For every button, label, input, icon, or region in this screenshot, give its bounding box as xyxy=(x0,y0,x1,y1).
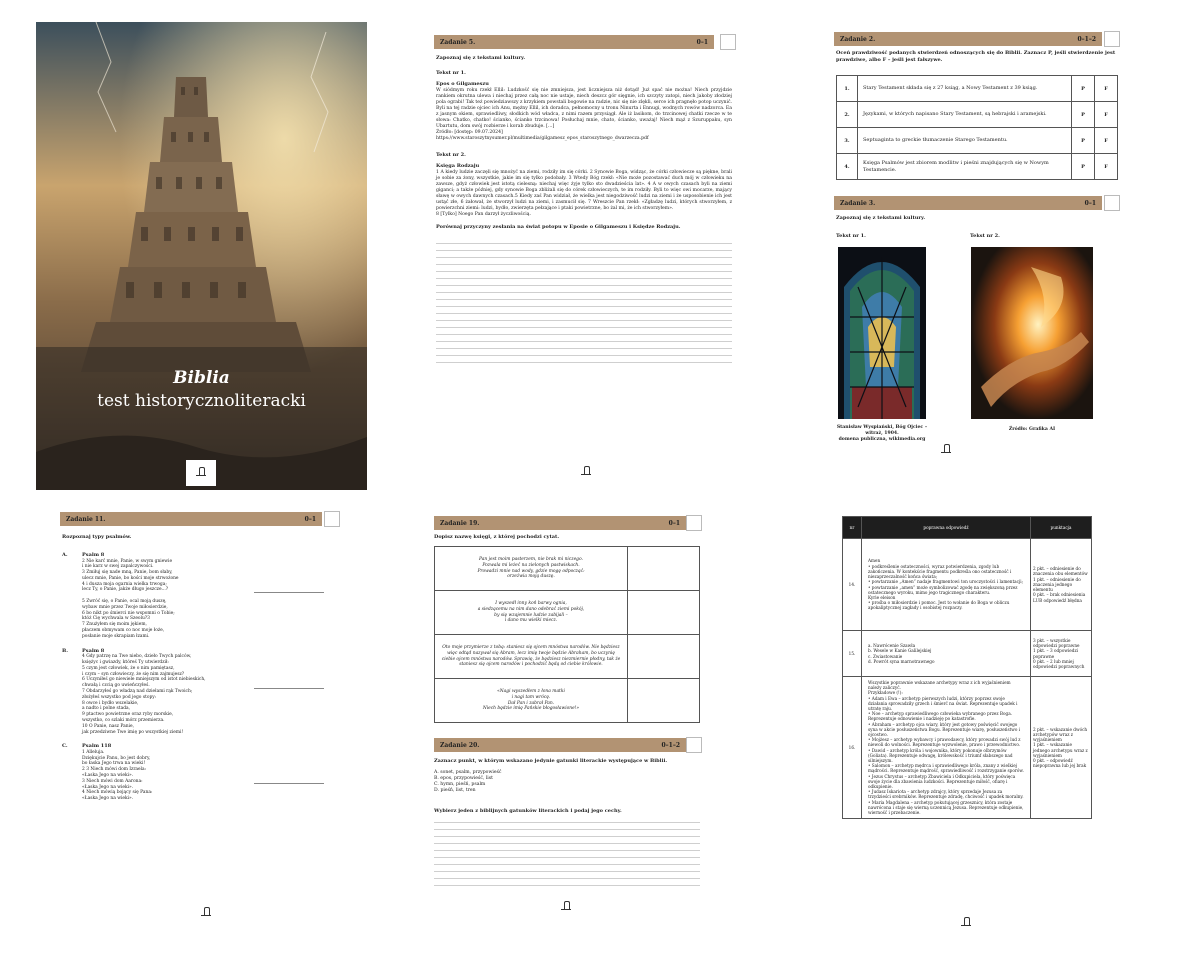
tf-row xyxy=(837,102,1118,128)
answer-line: Przykładowe (!): xyxy=(868,690,903,696)
quote-line: Pan jest moim pasterzem, nie brak mi niczego. xyxy=(479,556,583,562)
tf-option-p[interactable]: P xyxy=(1072,102,1095,128)
quote-cell xyxy=(435,679,628,723)
quote-line: I wyszedł inny koń barwy ognia, xyxy=(495,600,567,606)
psalm-line: «Łaska Jego na wieki». xyxy=(82,796,134,802)
task-title: Zadanie 2. xyxy=(840,35,876,43)
answer-line: Wszystkie poprawnie wskazane archetypy wraz z ich wyjaśnieniem należy zaliczyć. xyxy=(868,680,1011,691)
row-number: 14. xyxy=(843,539,862,631)
psalm-line: bo łaska Jego trwa na wieki! xyxy=(82,761,146,767)
psalm-line: 7 Obdarzyłeś go władzą nad dziełami rąk Twoich; xyxy=(82,688,193,694)
col-points: punktacja xyxy=(1031,517,1092,539)
answer-line: • Adam i Ewa – archetyp pierwszych ludzi, którzy poprzez swoje działania sprowadziły grzech i śmierć na świat. Reprezentuje upadek i utratę raju. xyxy=(868,695,1018,712)
task-title: Zadanie 19. xyxy=(440,519,480,527)
quote-line: i nagi tam wrócę. xyxy=(511,694,551,700)
score-box[interactable] xyxy=(686,515,702,531)
psalm-line: chwałą i czcią go uwieńczyłeś. xyxy=(82,683,150,689)
task-header xyxy=(60,512,322,526)
task-title: Zadanie 20. xyxy=(440,741,480,749)
psalm-line: 6 Uczyniłeś go niewiele mniejszym od istot niebieskich, xyxy=(82,677,206,683)
answer-line: • Abraham – archetyp ojca wiary, który jest gotowy poświęcić swojego syna w akcie posłuszeństwa Bogu. Reprezentuje wiarę, posłuszeństwo i ojcostwo. xyxy=(868,721,1021,738)
psalm-line: lecz Ty, o Panie, jakże długo jeszcze...? xyxy=(82,587,169,593)
task-header xyxy=(434,35,714,49)
answer-option[interactable]: C. hymn, pieśń, psalm xyxy=(434,782,486,787)
score-box[interactable] xyxy=(1104,195,1120,211)
psalm-answer-line[interactable] xyxy=(254,688,324,689)
psalm-letter: A. xyxy=(62,552,68,558)
psalm-title: Psalm 118 xyxy=(82,743,112,750)
quote-cell xyxy=(435,591,628,635)
cover-title-block xyxy=(36,367,367,413)
answer-line: 3 pkt. – wszystkie odpowiedzi poprawne xyxy=(1033,637,1080,649)
answer-option[interactable]: A. sonet, psalm, przypowieść xyxy=(434,770,502,775)
answer-line: 2 pkt. – odniesienie do znaczenia obu elementów xyxy=(1033,566,1088,577)
task-title: Zadanie 5. xyxy=(440,38,476,46)
psalm-line: 3 Niech mówi dom Aarona: xyxy=(82,778,143,784)
tf-statement: Księga Psalmów jest zbiorem modlitw i pieśni znajdujących się w Nowym Testamencie. xyxy=(858,154,1072,180)
text1-body: W siódmym roku rzekł Ellil: Ludzkość się nie zmniejsza, jest liczniejsza niż dotąd! Już spać nie można! Niech przyjdzie rankiem okrutna ulewa i niechaj przez całą noc nie ustaje, niech deszcz gór sięgnie, ich szczyty zatopi, niech jakoby złodziej pola ograbi! Tak też powiedziawszy z krzykiem powstali bogowie na radzie, nic się nie zlękli, serce ich pragnęło potop uczynić. Byli na tej radzie ojciec ich Anu, mężny Ellil, ich doradca, pełnomocny u tronu Ninurta i Ennugi, wodnych rowów nadzorca. Ea z jasnym okiem, sprawiedliwy, słodkich wód władca, z nimi razem przysiągł. Ale iż lasikom, do trzcinowej chatki rzecze w te słowa: Chatko, chatko! ścianko, ścianko trzcinowa! Posłuchaj mnie, chato, ścianko, uważaj! Niech mąż z Szuruppaku, syn Ubartutu, dom swój rozbierze i korab zbuduje. […] xyxy=(436,88,732,129)
task-score: 0–1 xyxy=(1084,199,1096,207)
psalm-line: a nadto i polne stada, xyxy=(82,706,131,712)
psalm-line: złożyłeś wszystko pod jego stopy: xyxy=(82,694,157,700)
answer-lines[interactable] xyxy=(436,237,732,363)
psalm-line: ulecz mnie, Panie, bo kości moje strwożone xyxy=(82,575,179,581)
quote-line: by się wzajemnie ludzie zabijali – xyxy=(494,612,568,618)
answer-cell xyxy=(862,677,1031,819)
answer-line: • powtarzanie „Amen” nadaje fragmentowi ton uroczystości i lamentacji; xyxy=(868,579,1024,585)
psalm-line: i czym – syn człowieczy, że się nim zajmujesz? xyxy=(82,671,185,677)
task-instruction: Rozpoznaj typy psalmów. xyxy=(62,534,132,540)
answer-line: 0 pkt. – odpowiedź niepoprawna lub jej brak xyxy=(1033,758,1087,769)
tf-number: 4. xyxy=(837,154,858,180)
answer-line: • Maria Magdalena – archetyp pokutującej grzesznicy, która zostaje nawrócona i staje się wierną uczennicą Jezusa. Reprezentuje odkupienie, wierność i przebaczenie. xyxy=(868,799,1024,816)
row-number: 16. xyxy=(843,677,862,819)
quote-answer-cell[interactable] xyxy=(628,679,700,723)
cover-logo-box xyxy=(186,460,216,486)
answer-line: 1 pkt. – 3 odpowiedzi poprawne xyxy=(1033,648,1079,659)
quote-line: Niech będzie imię Pańskie błogosławione!» xyxy=(482,706,580,712)
image2-caption: Źródło: Grafika AI xyxy=(1008,427,1056,432)
psalm-line: posłanie moje skrapiam łzami. xyxy=(82,633,150,639)
psalm-line: 1 Alleluja. xyxy=(82,749,105,755)
psalm-text xyxy=(82,552,232,640)
psalm-line: 4 Gdy patrzę na Twe niebo, dzieło Twych palców, xyxy=(82,654,192,660)
quote-answer-cell[interactable] xyxy=(628,635,700,679)
task-score: 0–1 xyxy=(696,38,708,46)
task-header-2 xyxy=(834,196,1102,210)
text1-source: Źródło: [dostęp: 09.07.2024] xyxy=(436,130,503,135)
psalm-item xyxy=(62,743,342,802)
ai-hands-fire-image xyxy=(971,247,1093,419)
quote-line: i dano mu wielki miecz. xyxy=(504,618,558,624)
publisher-logo-icon xyxy=(960,916,972,928)
quote-answer-cell[interactable] xyxy=(628,591,700,635)
page-task-5 xyxy=(430,25,748,485)
answer-line: d. Powrót syna marnotrawnego xyxy=(868,658,935,664)
quote-answer-cell[interactable] xyxy=(628,547,700,591)
task-score: 0–1–2 xyxy=(661,741,680,749)
answer-line: • Dawid – archetyp króla i wojownika, który pokonuje olbrzymów (Goliata). Reprezentuje odwagę, królewskość i triumf słabszego nad silniejszym. xyxy=(868,747,1013,764)
task-score: 0–1 xyxy=(668,519,680,527)
publisher-logo-icon xyxy=(560,900,572,912)
cover-title-line2: test historycznoliteracki xyxy=(97,391,306,411)
psalm-title: Psalm 8 xyxy=(82,647,105,654)
text2-title: Księga Rodzaju xyxy=(436,163,480,169)
psalm-line: jak przedziwne Twe imię po wszystkiej ziemi! xyxy=(82,729,184,735)
answer-line: • Judasz Iskariota – archetyp zdrajcy, który sprzedaje Jezusa za trzydzieści srebrników. Reprezentuje zdradę, chciwość i upadek moralny. xyxy=(868,789,1024,800)
quote-table xyxy=(434,546,700,723)
psalm-line: 6 bo nikt po śmierci nie wspomni o Tobie; xyxy=(82,610,175,616)
quote-line: Oto moje przymierze z tobą: staniesz się ojcem mnóstwa narodów. Nie będziesz więc odtąd nazywał się Abram, lecz imię twoje będzie Abraham, bo uczynię ciebie ojcem mnóstwa narodów. Sprawię, że będziesz niezmiernie płodny, tak że staniesz się ojcem narodów i pochodzić będą od ciebie królowie. xyxy=(441,644,621,668)
task-instruction: Dopisz nazwę księgi, z której pochodzi cytat. xyxy=(434,534,560,540)
tf-row xyxy=(837,128,1118,154)
cover-page xyxy=(36,22,367,490)
psalm-line: 5 Zwróć się, o Panie, ocal moją duszę, xyxy=(82,599,167,605)
text2-body: 1 A kiedy ludzie zaczęli się mnożyć na ziemi, rodziły im się córki. 2 Synowie Boga, widząc, że córki człowiecze są piękne, brali je sobie za żony, wszystkie, jakie im się tylko podobały. 3 Wtedy Bóg rzekł: «Nie może pozostawać duch mój w człowieku na zawsze, gdyż człowiek jest istotą cielesną: niechaj więc żyje tylko sto dwadzieścia lat». 4 A w owych czasach byli na ziemi giganci; a także później, gdy synowie Boga zbliżali się do córek człowieczych, te im rodziły. Byli to więc owi mocarze, mający sławę w owych dawnych czasach.5 Kiedy zaś Pan widział, że wielka jest niegodziwość ludzi na ziemi i że usposobienie ich jest ustąć złe, 6 żałował, że stworzył ludzi na ziemi, i zasmucił się. 7 Wreszcie Pan rzekł: «Zgładzę ludzi, których stworzyłem, z powierzchni ziemi: ludzi, bydło, zwierzęta pełzające i ptaki powietrzne, bo żal mi, że ich stworzyłem». xyxy=(436,170,732,211)
psalm-text xyxy=(82,743,232,802)
true-false-table xyxy=(836,75,1118,180)
psalm-line: wybaw mnie przez Twoje miłosierdzie, xyxy=(82,604,168,610)
tf-option-f[interactable]: F xyxy=(1095,76,1118,102)
psalm-text xyxy=(82,648,232,736)
psalm-line: 4 Niech mówią bojący się Pana: xyxy=(82,790,153,796)
answer-line: c. Zwiastowanie xyxy=(868,653,903,659)
psalm-line: «Łaska Jego na wieki». xyxy=(82,784,134,790)
psalm-line: 10 O Panie, nasz Panie, xyxy=(82,723,134,729)
tf-statement: Stary Testament składa się z 27 ksiąg, a Nowy Testament z 39 ksiąg. xyxy=(858,76,1072,102)
answer-options xyxy=(434,770,502,794)
task-header xyxy=(434,516,686,530)
page-task-11 xyxy=(56,508,356,928)
publisher-logo-icon xyxy=(200,906,212,918)
answer-cell xyxy=(862,631,1031,677)
tf-row xyxy=(837,154,1118,180)
psalm-line: 2 Nie karć mnie, Panie, w swym gniewie xyxy=(82,558,173,564)
col-nr: nr xyxy=(843,517,862,539)
answer-line: b. Wesele w Kanie Galilejskiej xyxy=(868,648,932,654)
quote-line: Pozwala mi leżeć na zielonych pastwiskach. xyxy=(482,562,580,568)
quote-row xyxy=(435,591,700,635)
tf-option-f[interactable]: F xyxy=(1095,102,1118,128)
cover-title-line1: Biblia xyxy=(173,368,230,388)
psalm-answer-line[interactable] xyxy=(254,783,324,784)
answer-line: • podkreślenie ostateczności, wyraz potwierdzenia, zgody lub zakończenia. W kontekście fragmentu podkreśla ono ostateczność i niezaprzeczalność końca świata; xyxy=(868,563,1012,580)
task-score: 0–1 xyxy=(304,515,316,523)
psalm-line: 5 czym jest człowiek, że o nim pamiętasz, xyxy=(82,665,175,671)
tf-number: 3. xyxy=(837,128,858,154)
task-header xyxy=(834,32,1102,46)
page-answer-key xyxy=(842,516,1096,932)
answer-line: 0 pkt. – 2 lub mniej odpowiedzi poprawnych xyxy=(1033,658,1085,669)
quote-cell xyxy=(435,547,628,591)
score-box[interactable] xyxy=(720,34,736,50)
task-title: Zadanie 3. xyxy=(840,199,876,207)
psalm-item xyxy=(62,648,342,736)
psalm-item xyxy=(62,552,342,640)
psalm-line: płaczem obmywam co noc moje łoże, xyxy=(82,628,165,634)
quote-cell xyxy=(435,635,628,679)
answer-line: • Noe – archetyp sprawiedliwego człowieka wybranego przez Boga. Reprezentuje odnowienie i nadzieję po katastrofie. xyxy=(868,711,1013,722)
tf-option-f[interactable]: F xyxy=(1095,154,1118,180)
answer-line: 2 pkt. – wskazanie dwóch archetypów wraz z wyjaśnieniem xyxy=(1033,726,1088,743)
text2-label: Tekst nr 2. xyxy=(436,152,466,158)
quote-line: Prowadzi mnie nad wody, gdzie mogę odpocząć: xyxy=(477,568,585,574)
psalm-line: 7 Znużyłem się moim jękiem, xyxy=(82,622,147,628)
answer-line: a. Nawrócenie Szawła xyxy=(868,643,916,649)
psalm-line: 4 i dusza moja ogarnia wielka trwoga; xyxy=(82,581,167,587)
psalm-line: Dziękujcie Panu, bo jest dobry, xyxy=(82,755,151,761)
psalm-letter: B. xyxy=(62,647,68,654)
task-score: 0–1–2 xyxy=(1077,35,1096,43)
score-box[interactable] xyxy=(686,737,702,753)
tf-option-p[interactable]: P xyxy=(1072,154,1095,180)
tf-statement: Językami, w których napisano Stary Testament, są hebrajski i aramejski. xyxy=(858,102,1072,128)
task-instruction-2: Zaznacz punkt, w którym wskazano jedynie gatunki literackie występujące w Biblii. xyxy=(434,758,668,764)
task-instruction-3: Wybierz jeden z biblijnych gatunków literackich i podaj jego cechy. xyxy=(434,808,622,814)
answer-line: 1 pkt. – wskazanie jednego archetypu wraz z wyjaśnieniem xyxy=(1033,742,1088,758)
publisher-logo-icon xyxy=(580,465,592,477)
quote-line: «Nagi wyszedłem z łona matki xyxy=(497,688,565,694)
text1-title: Epos o Gilgameszu xyxy=(436,81,489,87)
quote-row xyxy=(435,679,700,723)
tf-statement: Septuaginta to greckie tłumaczenie Starego Testamentu. xyxy=(858,128,1072,154)
tf-row xyxy=(837,76,1118,102)
text1-label: Tekst nr 1. xyxy=(836,233,866,239)
quote-row xyxy=(435,635,700,679)
answer-line: 1 pkt. – odniesienie do znaczenia jednego elementu xyxy=(1033,576,1081,593)
psalm-line: któż Cię wychwala w Szeolu?3 xyxy=(82,616,150,622)
psalm-line: «Łaska Jego na wieki». xyxy=(82,773,134,778)
answer-line: • Salomon – archetyp mędrca i sprawiedliwego króla, znany z wielkiej mądrości. Reprezentuje mądrość, sprawiedliwość i rozstrzyganie sporów. xyxy=(868,763,1024,774)
answer-line: 0 pkt. – brak odniesienia LUB odpowiedź błędna xyxy=(1033,592,1086,603)
psalm-letter: C. xyxy=(62,743,68,750)
text1-source-url: https://www.staroszytnysumer.pl/multimedia/gilgamesz_epos_staroszytnego_dwarzecza.pdf xyxy=(436,136,649,141)
answer-option[interactable]: B. epos, przypowieść, list xyxy=(434,776,493,781)
psalm-line: wszystko, co szlaki mórz przemierza. xyxy=(82,717,165,723)
col-answer: poprawna odpowiedź xyxy=(862,517,1031,539)
answer-line: • Jezus Chrystus – archetyp Zbawiciela i Odkupiciela, który poświęca swoje życie dla zbawienia ludzkości. Reprezentuje miłość, ofiarę i odkupienie. xyxy=(868,773,1016,790)
tf-option-p[interactable]: P xyxy=(1072,128,1095,154)
points-cell xyxy=(1031,631,1092,677)
psalm-line: 2 3 Niech mówi dom Izraela: xyxy=(82,767,147,773)
page-task-19-20 xyxy=(430,512,720,922)
publisher-logo-icon xyxy=(940,443,952,455)
psalm-line: 3 Zmiłuj się nade mną, Panie, bom słaby, xyxy=(82,570,173,576)
task-instruction-2: Zapoznaj się z tekstami kultury. xyxy=(836,215,926,221)
psalm-list xyxy=(62,552,342,810)
tf-option-p[interactable]: P xyxy=(1072,76,1095,102)
task-instruction: Zapoznaj się z tekstami kultury. xyxy=(436,55,526,61)
text1-label: Tekst nr 1. xyxy=(436,70,466,76)
psalm-line: 8 owce i bydło wszelakie, xyxy=(82,700,139,706)
score-box[interactable] xyxy=(324,511,340,527)
answer-lines[interactable] xyxy=(434,816,700,886)
quote-line: orzeźwia moją duszę. xyxy=(507,574,555,580)
answer-option[interactable]: D. pieśń, list, tren xyxy=(434,788,476,793)
quote-line: Dał Pan i zabrał Pan. xyxy=(507,700,555,706)
tf-number: 2. xyxy=(837,102,858,128)
score-box[interactable] xyxy=(1104,31,1120,47)
tower-of-babel-image xyxy=(36,22,367,490)
psalm-line: 9 ptactwo powietrzne oraz ryby morskie, xyxy=(82,712,174,718)
image1-caption: Stanisław Wyspiański, Bóg Ojciec – witraż, 1904. domena publiczna, wikimedia.org xyxy=(836,425,928,442)
tf-option-f[interactable]: F xyxy=(1095,128,1118,154)
psalm-title: Psalm 8 xyxy=(82,552,105,558)
quote-row xyxy=(435,547,700,591)
task-instruction: Oceń prawdziwość podanych stwierdzeń odnoszących się do Biblii. Zaznacz P, jeśli stwierdzenie jest prawdziwe, albo F – jeśli jest fałszywe. xyxy=(836,50,1116,63)
text2-ending: 8 [Tylko] Noego Pan darzył życzliwością. xyxy=(436,212,531,217)
publisher-logo-icon xyxy=(195,466,207,478)
answer-line: • Mojżesz – archetyp wybawcy i prawodawcy, który prowadzi swój lud z niewoli do wolności. Reprezentuje wyzwolenie, prawo i przewodnictwo. xyxy=(868,737,1021,748)
task-question: Porównaj przyczyny zesłania na świat potopu w Eposie o Gilgameszu i Księdze Rodzaju. xyxy=(436,224,681,230)
answer-line: Kyrie eleison xyxy=(868,594,896,600)
answer-cell xyxy=(862,539,1031,631)
psalm-line: księżyc i gwiazdy, któreś Ty utwierdził: xyxy=(82,659,169,665)
task-title: Zadanie 11. xyxy=(66,515,106,523)
page-task-2-3 xyxy=(830,25,1130,485)
quote-line: a siedzącemu na nim dano odebrać ziemi pokój, xyxy=(477,606,585,612)
task-header-2 xyxy=(434,738,686,752)
points-cell xyxy=(1031,677,1092,819)
answer-line: • powtarzanie „amen” może symbolizować zgodę na zwiększoną przez ostatecznego wyroku, mimo jego tragicznego charakteru. xyxy=(868,584,1018,595)
tf-number: 1. xyxy=(837,76,858,102)
stained-glass-window-image xyxy=(838,247,926,419)
row-number: 15. xyxy=(843,631,862,677)
answer-key-table xyxy=(842,516,1092,819)
psalm-answer-line[interactable] xyxy=(254,592,324,593)
points-cell xyxy=(1031,539,1092,631)
text2-label: Tekst nr 2. xyxy=(970,233,1000,239)
psalm-line: i nie karz w swej zapalczywości. xyxy=(82,564,154,570)
answer-line: • prośba o miłosierdzie i pomoc. Jest to wołanie do Boga w obliczu apokaliptycznej zagłady i osobistej rozpaczy. xyxy=(868,600,1010,611)
answer-line: Amen xyxy=(868,558,881,564)
